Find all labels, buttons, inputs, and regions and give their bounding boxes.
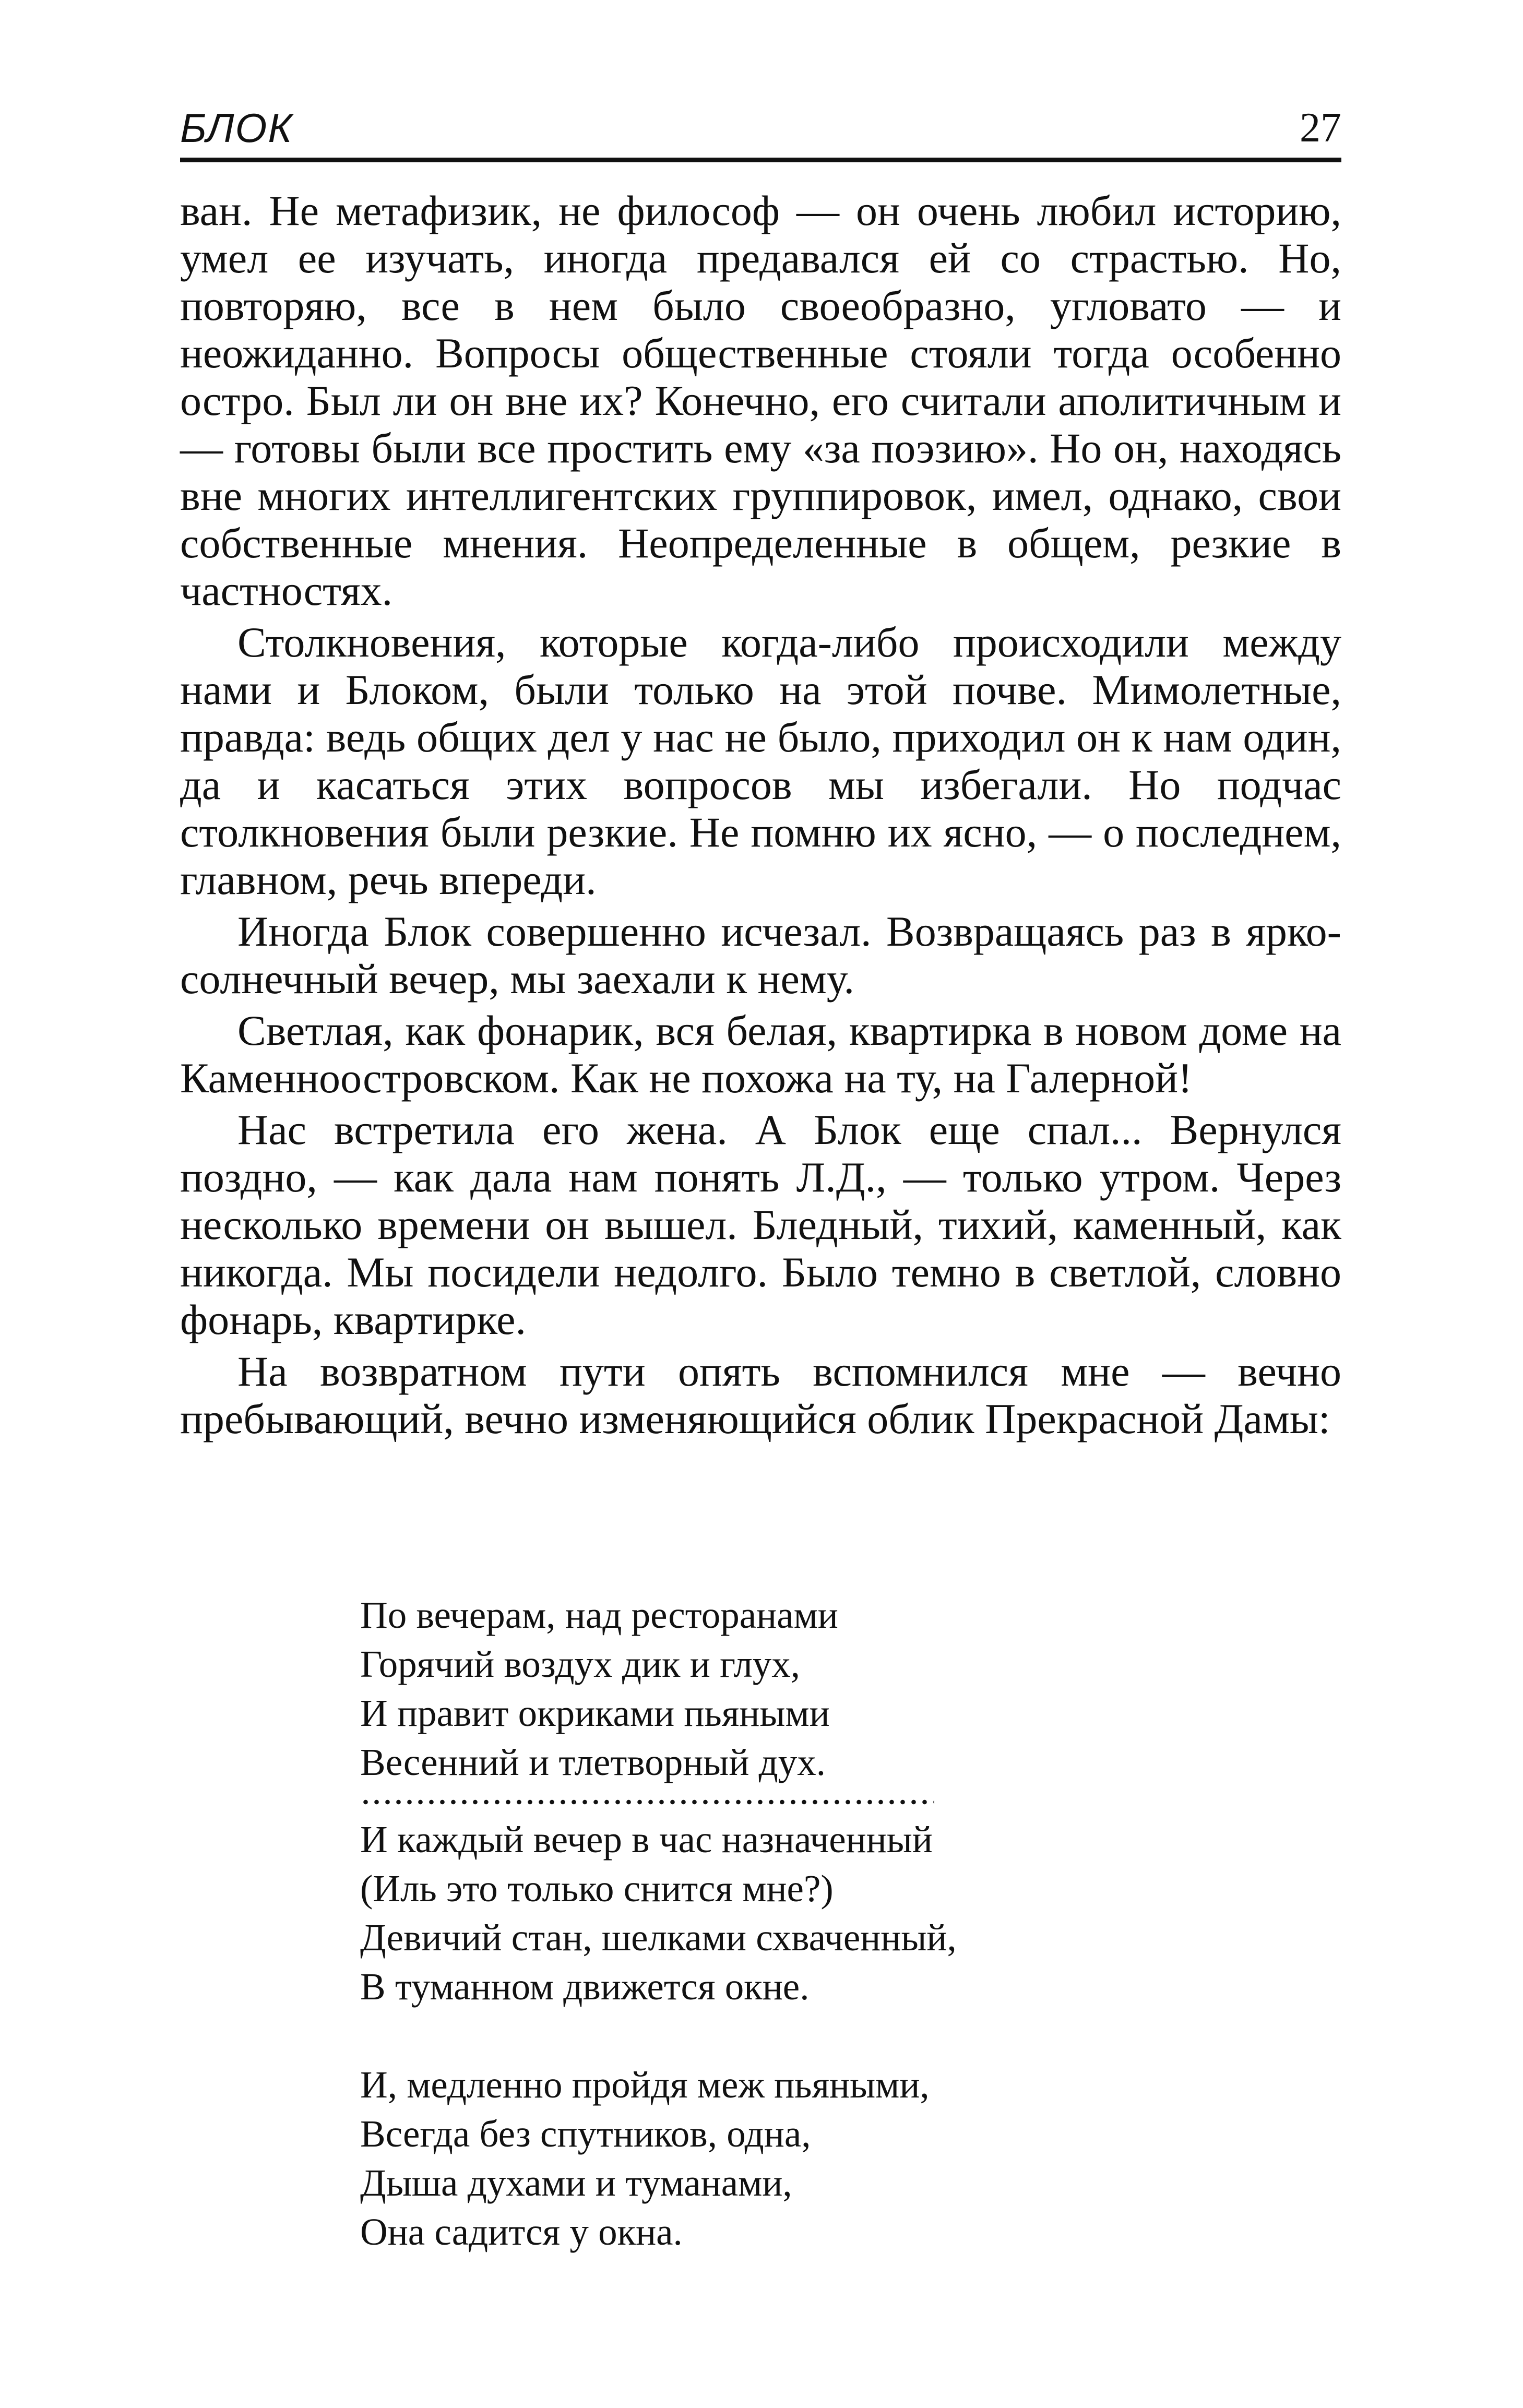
header-rule <box>180 158 1341 162</box>
paragraph-3: Иногда Блок совершенно исчезал. Возвращаясь раз в ярко-солнечный вечер, мы заехали к нему. <box>180 908 1341 1003</box>
paragraph-1: ван. Не метафизик, не философ — он очень любил историю, умел ее изучать, иногда предавался ей со страстью. Но, повторяю, все в нем было своеобразно, угловато — и неожиданно. Вопросы общественные стояли тогда особенно остро. Был ли он вне их? Конечно, его считали аполитичным и — готовы были все простить ему «за поэзию». Но он, находясь вне многих интеллигентских группировок, имел, однако, свои собственные мнения. Неопределенные в общем, резкие в частностях. <box>180 187 1341 614</box>
poem-line: Она садится у окна. <box>360 2211 683 2253</box>
poem-line: Девичий стан, шелками схваченный, <box>360 1916 957 1959</box>
page-header <box>180 99 1341 157</box>
poem-line: Весенний и тлетворный дух. <box>360 1741 826 1783</box>
paragraph-6: На возвратном пути опять вспомнился мне — вечно пребывающий, вечно изменяющийся облик Прекрасной Дамы: <box>180 1348 1341 1443</box>
poem-line: По вечерам, над ресторанами <box>360 1594 838 1636</box>
poem-line: И каждый вечер в час назначенный <box>360 1818 933 1861</box>
poem-line: Дыша духами и туманами, <box>360 2162 792 2204</box>
poem <box>360 1591 1143 2257</box>
poem-line: (Иль это только снится мне?) <box>360 1867 834 1910</box>
poem-line: Всегда без спутников, одна, <box>360 2113 811 2155</box>
ellipsis-dotted-line <box>360 1794 934 1810</box>
poem-line: Горячий воздух дик и глух, <box>360 1643 800 1685</box>
stanza-gap <box>360 2011 1143 2060</box>
paragraph-5: Нас встретила его жена. А Блок еще спал... Вернулся поздно, — как дала нам понять Л.Д., — только утром. Через несколько времени он вышел. Бледный, тихий, каменный, как никогда. Мы посидели недолго. Было темно в светлой, словно фонарь, квартирке. <box>180 1106 1341 1343</box>
paragraph-2: Столкновения, которые когда-либо происходили между нами и Блоком, были только на этой почве. Мимолетные, правда: ведь общих дел у нас не было, приходил он к нам один, да и касаться этих вопросов мы избегали. Но подчас столкновения были резкие. Не помню их ясно, — о последнем, главном, речь впереди. <box>180 618 1341 903</box>
body-text <box>180 187 1341 1447</box>
page-number: 27 <box>1300 105 1341 151</box>
poem-line: И, медленно пройдя меж пьяными, <box>360 2064 930 2106</box>
paragraph-4: Светлая, как фонарик, вся белая, квартирка в новом доме на Каменноостровском. Как не похожа на ту, на Галерной! <box>180 1007 1341 1102</box>
poem-line: И правит окриками пьяными <box>360 1692 830 1734</box>
running-title: БЛОК <box>180 105 293 151</box>
poem-line: В туманном движется окне. <box>360 1965 810 2008</box>
